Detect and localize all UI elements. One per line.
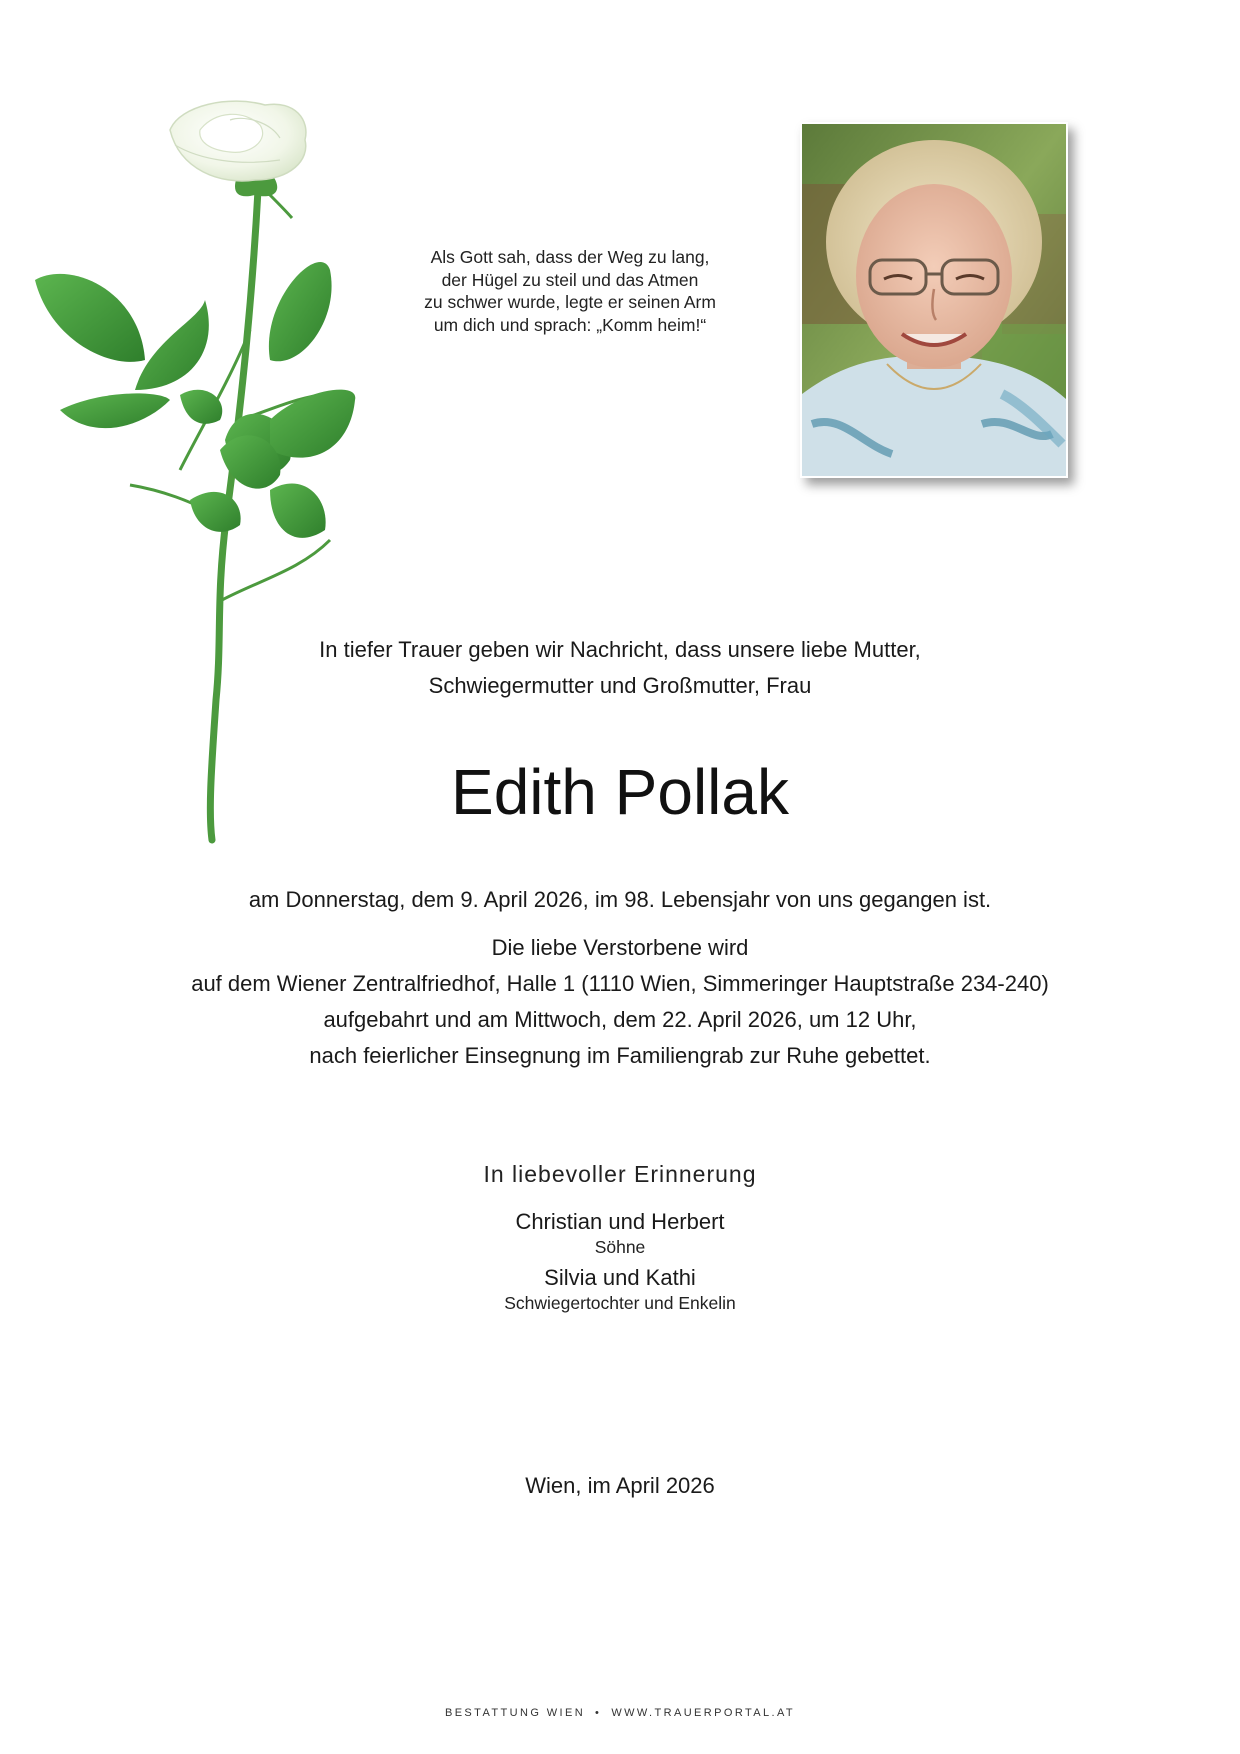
verse-line: Als Gott sah, dass der Weg zu lang,	[430, 247, 710, 267]
footer-company: BESTATTUNG WIEN	[444, 1707, 586, 1719]
burial-line: Die liebe Verstorbene wird	[491, 935, 749, 960]
burial-line: auf dem Wiener Zentralfriedhof, Halle 1 (1110 Wien, Simmeringer Hauptstraße 234-240)	[191, 971, 1049, 996]
white-rose-image	[30, 100, 410, 860]
portrait-photo-frame	[800, 122, 1068, 478]
mourners-list	[140, 1208, 1100, 1314]
portrait-photo	[802, 124, 1066, 476]
mourner-role: Söhne	[594, 1237, 646, 1257]
mourner-entry	[140, 1264, 1100, 1314]
burial-line: aufgebahrt und am Mittwoch, dem 22. April 2026, um 12 Uhr,	[323, 1007, 917, 1032]
mourner-entry	[140, 1208, 1100, 1258]
death-notice: am Donnerstag, dem 9. April 2026, im 98. Lebensjahr von uns gegangen ist.	[248, 887, 992, 912]
intro-line: Schwiegermutter und Großmutter, Frau	[428, 673, 812, 698]
mourner-name: Silvia und Kathi	[544, 1265, 696, 1290]
place-date: Wien, im April 2026	[525, 1473, 715, 1498]
verse-line: zu schwer wurde, legte er seinen Arm	[424, 292, 716, 312]
burial-line: nach feierlicher Einsegnung im Familiengrab zur Ruhe gebettet.	[309, 1043, 931, 1068]
memory-heading: In liebevoller Erinnerung	[483, 1161, 757, 1187]
mourner-role: Schwiegertochter und Enkelin	[504, 1293, 736, 1313]
verse-line: der Hügel zu steil und das Atmen	[441, 269, 699, 290]
verse-line: um dich und sprach: „Komm heim!“	[433, 314, 707, 335]
footer	[140, 1705, 1100, 1721]
footer-separator: •	[595, 1707, 602, 1719]
burial-details	[140, 930, 1100, 1074]
footer-website: WWW.TRAUERPORTAL.AT	[611, 1707, 796, 1719]
verse	[400, 246, 740, 336]
deceased-name: Edith Pollak	[451, 756, 789, 828]
intro-text	[140, 632, 1100, 704]
mourner-name: Christian und Herbert	[515, 1209, 725, 1234]
intro-line: In tiefer Trauer geben wir Nachricht, dass unsere liebe Mutter,	[319, 637, 921, 662]
